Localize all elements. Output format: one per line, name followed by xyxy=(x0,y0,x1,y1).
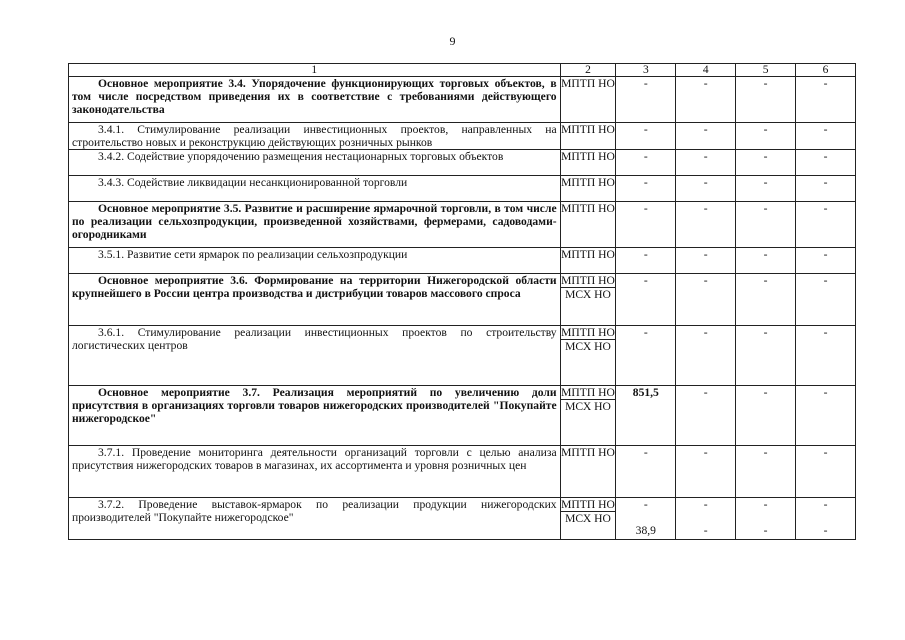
value-cell-col-3 xyxy=(616,274,676,326)
executor-name: МСХ НО xyxy=(561,339,616,353)
executor-name: МСХ НО xyxy=(561,399,616,413)
value-text: - xyxy=(823,248,828,261)
value-text: 38,9 xyxy=(635,524,656,537)
value-cell-col-4 xyxy=(676,248,736,274)
value-text: - xyxy=(763,498,768,511)
executor-cell xyxy=(560,498,616,540)
value-cell-col-6 xyxy=(796,326,856,386)
main-measure-text: Основное мероприятие 3.4. Упорядочение функционирующих торговых объектов, в том числе посредством приведения их в соответствие с требованиями действующего законодательства xyxy=(69,77,561,123)
executor-cell xyxy=(560,386,616,446)
executor-name: МПТП НО xyxy=(561,446,615,459)
sub-measure-text: 3.5.1. Развитие сети ярмарок по реализации сельхозпродукции xyxy=(69,248,561,274)
value-cell-col-6 xyxy=(796,77,856,123)
value-cell-col-3 xyxy=(616,123,676,150)
executor-name: МПТП НО xyxy=(561,176,615,189)
table-row xyxy=(69,386,856,446)
header-row xyxy=(69,64,856,77)
value-cell-col-4 xyxy=(676,123,736,150)
executor-cell xyxy=(560,202,616,248)
header-col-5: 5 xyxy=(736,64,796,77)
value-text: - xyxy=(643,150,648,163)
value-cell-col-4 xyxy=(676,446,736,498)
value-text: - xyxy=(823,446,828,459)
value-text: - xyxy=(763,123,768,136)
value-cell-col-5 xyxy=(736,202,796,248)
page-number: 9 xyxy=(449,34,456,48)
value-text: 851,5 xyxy=(632,386,659,399)
value-cell-col-3 xyxy=(616,446,676,498)
value-cell-col-5 xyxy=(736,123,796,150)
sub-measure-text: 3.4.2. Содействие упорядочению размещения нестационарных торговых объектов xyxy=(69,150,561,176)
value-cell-col-3 xyxy=(616,77,676,123)
executor-cell xyxy=(560,248,616,274)
table-row xyxy=(69,248,856,274)
value-text: - xyxy=(703,77,708,90)
value-text: - xyxy=(703,248,708,261)
value-text: - xyxy=(703,176,708,189)
executor-name: МПТП НО xyxy=(561,150,615,163)
value-cell-col-6 xyxy=(796,202,856,248)
executor-name: МПТП НО xyxy=(561,386,615,399)
value-text: - xyxy=(703,386,708,399)
value-cell-col-5 xyxy=(736,176,796,202)
main-measure-text: Основное мероприятие 3.6. Формирование на территории Нижегородской области крупнейшего в России центра производства и дистрибуции товаров массового спроса xyxy=(69,274,561,326)
executor-name: МПТП НО xyxy=(561,326,615,339)
value-cell-col-6 xyxy=(796,176,856,202)
value-cell-col-4 xyxy=(676,386,736,446)
executor-cell xyxy=(560,150,616,176)
table-row xyxy=(69,202,856,248)
sub-measure-text: 3.7.2. Проведение выставок-ярмарок по реализации продукции нижегородских производителей "Покупайте нижегородское" xyxy=(69,498,561,540)
sub-measure-text: 3.4.3. Содействие ликвидации несанкционированной торговли xyxy=(69,176,561,202)
table-body xyxy=(69,77,856,540)
table-row xyxy=(69,274,856,326)
value-cell-col-3 xyxy=(616,386,676,446)
value-cell-col-5 xyxy=(736,150,796,176)
executor-cell xyxy=(560,176,616,202)
executor-name: МСХ НО xyxy=(561,287,616,301)
value-text: - xyxy=(823,150,828,163)
value-text: - xyxy=(703,202,708,215)
value-text: - xyxy=(763,176,768,189)
value-text: - xyxy=(763,248,768,261)
value-text: - xyxy=(823,123,828,136)
value-cell-col-4 xyxy=(676,274,736,326)
value-cell-col-5 xyxy=(736,446,796,498)
executor-cell xyxy=(560,446,616,498)
value-text: - xyxy=(703,123,708,136)
value-cell-col-5 xyxy=(736,326,796,386)
value-cell-col-3 xyxy=(616,326,676,386)
sub-measure-text: 3.4.1. Стимулирование реализации инвестиционных проектов, направленных на строительство новых и реконструкцию действующих розничных рынков xyxy=(69,123,561,150)
value-text: - xyxy=(763,150,768,163)
value-text: - xyxy=(703,498,708,511)
table-row xyxy=(69,77,856,123)
value-cell-col-4 xyxy=(676,150,736,176)
value-cell-col-3 xyxy=(616,176,676,202)
value-text: - xyxy=(703,524,708,537)
header-col-3: 3 xyxy=(616,64,676,77)
value-cell-col-3 xyxy=(616,202,676,248)
measures-table xyxy=(68,63,856,540)
sub-measure-text: 3.6.1. Стимулирование реализации инвестиционных проектов по строительству логистических центров xyxy=(69,326,561,386)
value-cell-col-6 xyxy=(796,123,856,150)
header-col-6: 6 xyxy=(796,64,856,77)
sub-measure-text: 3.7.1. Проведение мониторинга деятельности организаций торговли с целью анализа присутствия нижегородских товаров в магазинах, их ассортимента и уровня розничных цен xyxy=(69,446,561,498)
value-text: - xyxy=(703,326,708,339)
executor-cell xyxy=(560,326,616,386)
value-text: - xyxy=(643,202,648,215)
value-cell-col-4 xyxy=(676,202,736,248)
value-text: - xyxy=(823,77,828,90)
value-text: - xyxy=(763,202,768,215)
table-row xyxy=(69,446,856,498)
value-cell-col-5 xyxy=(736,248,796,274)
value-text: - xyxy=(823,326,828,339)
value-cell-col-4 xyxy=(676,176,736,202)
table-row xyxy=(69,176,856,202)
value-text: - xyxy=(643,176,648,189)
value-cell-col-6 xyxy=(796,150,856,176)
value-cell-col-6 xyxy=(796,498,856,540)
executor-name: МПТП НО xyxy=(561,77,615,90)
value-cell-col-5 xyxy=(736,274,796,326)
value-text: - xyxy=(763,386,768,399)
table-row xyxy=(69,498,856,540)
value-cell-col-6 xyxy=(796,446,856,498)
value-text: - xyxy=(763,77,768,90)
value-text: - xyxy=(643,274,648,287)
executor-name: МПТП НО xyxy=(561,274,615,287)
value-text: - xyxy=(823,274,828,287)
value-cell-col-5 xyxy=(736,386,796,446)
executor-name: МПТП НО xyxy=(561,202,615,215)
table-row xyxy=(69,150,856,176)
value-text: - xyxy=(763,524,768,537)
value-text: - xyxy=(763,326,768,339)
executor-cell xyxy=(560,123,616,150)
value-cell-col-3 xyxy=(616,150,676,176)
value-cell-col-5 xyxy=(736,77,796,123)
value-cell-col-3 xyxy=(616,498,676,540)
value-cell-col-4 xyxy=(676,498,736,540)
value-cell-col-6 xyxy=(796,274,856,326)
value-cell-col-6 xyxy=(796,386,856,446)
value-text: - xyxy=(643,248,648,261)
executor-cell xyxy=(560,77,616,123)
value-text: - xyxy=(703,446,708,459)
executor-name: МПТП НО xyxy=(561,123,615,136)
table-row xyxy=(69,326,856,386)
executor-name: МСХ НО xyxy=(561,511,616,525)
value-text: - xyxy=(823,386,828,399)
value-text: - xyxy=(823,524,828,537)
header-col-4: 4 xyxy=(676,64,736,77)
header-col-1: 1 xyxy=(69,64,561,77)
value-cell-col-3 xyxy=(616,248,676,274)
value-text: - xyxy=(703,150,708,163)
value-cell-col-6 xyxy=(796,248,856,274)
main-measure-text: Основное мероприятие 3.7. Реализация мероприятий по увеличению доли присутствия в организациях торговли товаров нижегородских производителей "Покупайте нижегородское" xyxy=(69,386,561,446)
value-text: - xyxy=(643,446,648,459)
value-text: - xyxy=(643,498,648,511)
value-text: - xyxy=(823,498,828,511)
value-text: - xyxy=(823,176,828,189)
main-measure-text: Основное мероприятие 3.5. Развитие и расширение ярмарочной торговли, в том числе по реализации сельхозпродукции, произведенной хозяйствами, фермерами, садоводами-огородниками xyxy=(69,202,561,248)
value-text: - xyxy=(643,326,648,339)
value-text: - xyxy=(763,446,768,459)
value-text: - xyxy=(643,123,648,136)
value-text: - xyxy=(703,274,708,287)
value-cell-col-4 xyxy=(676,77,736,123)
value-text: - xyxy=(823,202,828,215)
header-col-2: 2 xyxy=(560,64,616,77)
executor-cell xyxy=(560,274,616,326)
executor-name: МПТП НО xyxy=(561,248,615,261)
value-cell-col-5 xyxy=(736,498,796,540)
executor-name: МПТП НО xyxy=(561,498,615,511)
value-cell-col-4 xyxy=(676,326,736,386)
table-row xyxy=(69,123,856,150)
value-text: - xyxy=(763,274,768,287)
value-text: - xyxy=(643,77,648,90)
